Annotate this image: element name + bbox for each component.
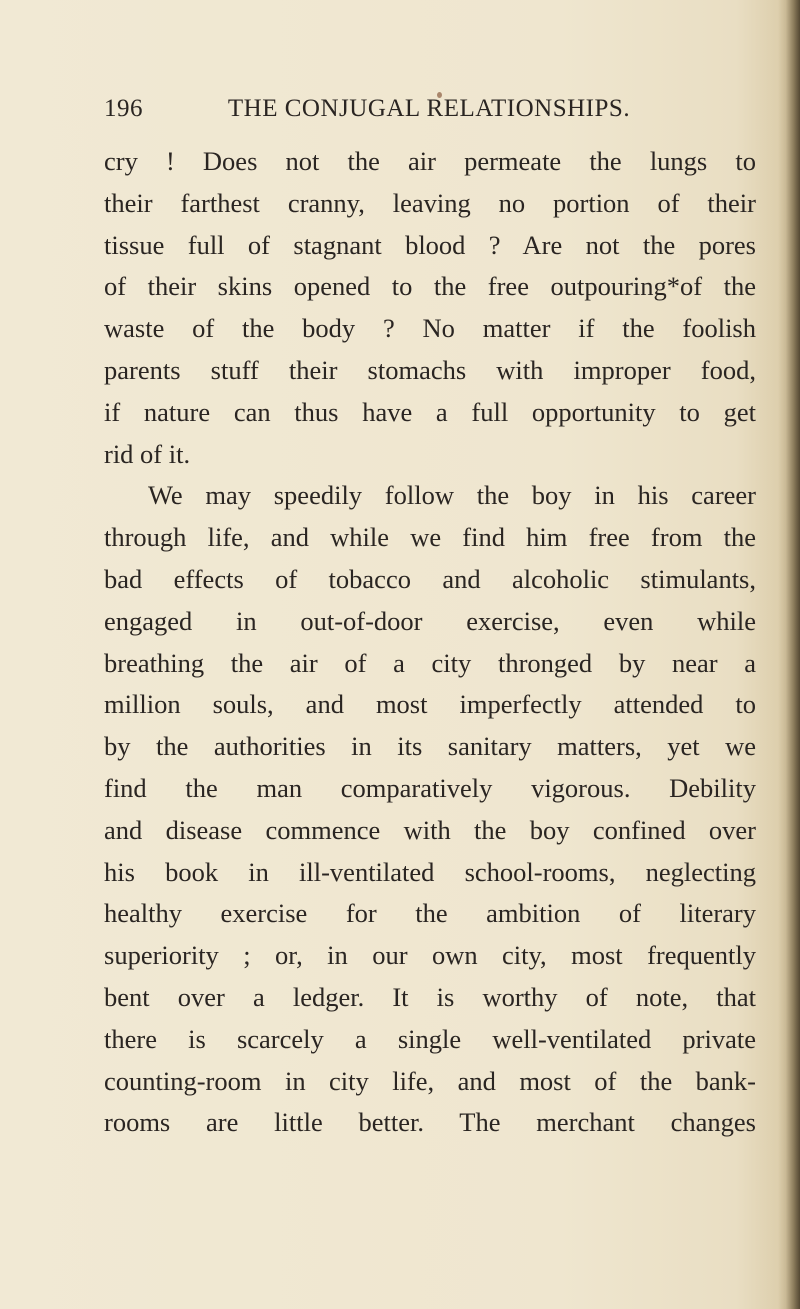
text-line: by the authorities in its sanitary matters, yet we <box>104 731 756 762</box>
text-line: bent over a ledger. It is worthy of note, that <box>104 981 756 1012</box>
text-line: waste of the body ? No matter if the foolish <box>104 313 756 344</box>
text-line: healthy exercise for the ambition of literary <box>104 898 756 929</box>
text-line: rid of it. <box>104 438 191 469</box>
page-gutter-shadow <box>778 0 800 1309</box>
paragraph-start-line: We may speedily follow the boy in his career <box>148 480 756 511</box>
text-line: rooms are little better. The merchant changes <box>104 1107 756 1138</box>
running-head: THE CONJUGAL RELATIONSHIPS. <box>227 95 631 122</box>
text-line: cry ! Does not the air permeate the lungs to <box>104 146 756 176</box>
body-text <box>104 141 756 1144</box>
text-line: bad effects of tobacco and alcoholic stimulants, <box>104 563 756 594</box>
text-line: parents stuff their stomachs with improper food, <box>104 354 756 385</box>
text-line: breathing the air of a city thronged by near a <box>104 647 756 678</box>
text-line: engaged in out-of-door exercise, even while <box>104 605 756 636</box>
text-line: tissue full of stagnant blood ? Are not the pores <box>104 229 756 260</box>
text-line: if nature can thus have a full opportunity to get <box>104 396 756 427</box>
text-line: superiority ; or, in our own city, most frequently <box>104 940 756 971</box>
page-number: 196 <box>104 95 143 122</box>
text-line: of their skins opened to the free outpouring*of the <box>104 271 756 302</box>
text-line: through life, and while we find him free from the <box>104 522 756 553</box>
text-line: counting-room in city life, and most of the bank- <box>104 1065 756 1096</box>
text-line: and disease commence with the boy confined over <box>104 814 756 845</box>
text-line: million souls, and most imperfectly attended to <box>104 689 756 720</box>
text-line: his book in ill-ventilated school-rooms, neglecting <box>104 856 756 887</box>
text-line: there is scarcely a single well-ventilated private <box>104 1023 756 1054</box>
text-line: find the man comparatively vigorous. Debility <box>104 772 756 803</box>
page-header <box>104 95 754 135</box>
text-line: their farthest cranny, leaving no portion of their <box>104 187 756 218</box>
